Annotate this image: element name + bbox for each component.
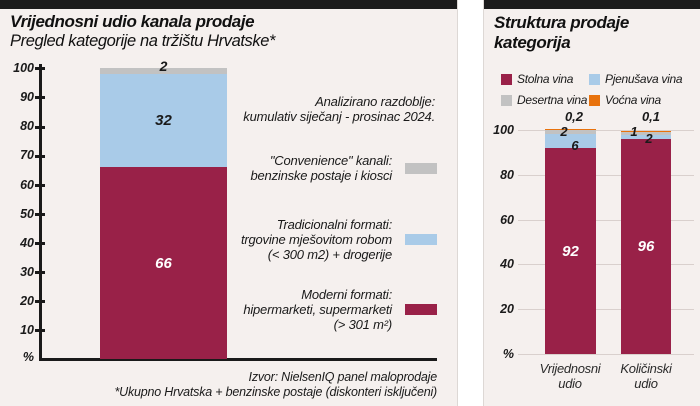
legend-item-desertna bbox=[501, 93, 587, 107]
annotation-modern bbox=[243, 287, 392, 332]
segment-value-stolna: 96 bbox=[637, 238, 655, 255]
category-label-volume-share bbox=[596, 361, 696, 391]
top-accent-bar bbox=[0, 0, 457, 9]
annotation-traditional-line1: Tradicionalni formati: bbox=[276, 217, 392, 232]
y-tick-mark bbox=[35, 329, 45, 332]
legend-label-stolna: Stolna vina bbox=[517, 72, 574, 86]
legend-item-pjenusava bbox=[589, 72, 682, 86]
annotation-convenience-line2: benzinske postaje i kiosci bbox=[250, 168, 392, 183]
segment-value-pjenusava: 2 bbox=[645, 131, 653, 146]
segment-value-desertna: 2 bbox=[560, 124, 568, 139]
y-tick-mark bbox=[35, 271, 45, 274]
legend-label-vocna: Voćna vina bbox=[605, 93, 661, 107]
y-tick-mark bbox=[35, 126, 45, 129]
legend-swatch-convenience bbox=[405, 163, 437, 174]
right-chart-title-line2: kategorija bbox=[494, 33, 571, 52]
segment-value-stolna: 92 bbox=[562, 243, 579, 260]
top-accent-bar bbox=[484, 0, 700, 9]
left-chart-title: Vrijednosni udio kanala prodaje bbox=[10, 12, 255, 31]
y-axis-percent-label: % bbox=[22, 350, 34, 364]
y-tick-label: 30 bbox=[20, 265, 34, 279]
annotation-traditional bbox=[241, 217, 392, 262]
y-tick-mark bbox=[35, 213, 45, 216]
y-axis-percent-label: % bbox=[502, 347, 514, 361]
legend-swatch-modern bbox=[405, 304, 437, 315]
legend-swatch-stolna bbox=[501, 74, 512, 85]
source-line1: Izvor: NielsenIQ panel maloprodaje bbox=[248, 370, 437, 384]
y-tick-mark bbox=[35, 300, 45, 303]
y-tick-label: 60 bbox=[500, 213, 514, 227]
y-tick-label: 10 bbox=[20, 323, 34, 337]
legend-swatch-vocna bbox=[589, 95, 600, 106]
y-tick-label: 100 bbox=[493, 123, 514, 137]
segment-value-convenience: 2 bbox=[159, 58, 168, 74]
right-chart-title-line1: Struktura prodaje bbox=[494, 13, 629, 32]
y-tick-label: 80 bbox=[20, 119, 34, 133]
y-tick-label: 40 bbox=[20, 236, 34, 250]
annotation-traditional-line2: trgovine mješovitom robom bbox=[240, 232, 392, 247]
stacked-bar-value-share bbox=[545, 129, 596, 354]
annotation-period-line1: Analizirano razdoblje: bbox=[315, 94, 435, 109]
y-tick-label: 50 bbox=[20, 207, 34, 221]
category-label-line2: udio bbox=[634, 376, 658, 391]
y-tick-label: 90 bbox=[20, 90, 34, 104]
segment-value-pjenusava: 6 bbox=[571, 138, 579, 153]
y-tick-label: 70 bbox=[20, 148, 34, 162]
legend-swatch-desertna bbox=[501, 95, 512, 106]
gridline-0-baseline bbox=[518, 354, 694, 355]
legend-label-pjenusava: Pjenušava vina bbox=[605, 72, 683, 86]
legend-item-vocna bbox=[589, 93, 661, 107]
y-tick-mark bbox=[35, 155, 45, 158]
annotation-traditional-line3: (< 300 m2) + drogerije bbox=[267, 247, 392, 262]
right-chart-panel bbox=[483, 0, 700, 406]
y-tick-label: 80 bbox=[500, 168, 514, 182]
legend-swatch-traditional bbox=[405, 234, 437, 245]
annotation-modern-line2: hipermarketi, supermarketi bbox=[243, 302, 392, 317]
source-line2: *Ukupno Hrvatska + benzinske postaje (diskonteri isključeni) bbox=[114, 385, 437, 399]
y-axis-line bbox=[39, 64, 42, 360]
annotation-convenience-line1: "Convenience" kanali: bbox=[269, 153, 392, 168]
segment-value-modern: 66 bbox=[155, 255, 172, 272]
legend-item-stolna bbox=[501, 72, 573, 86]
y-tick-mark bbox=[35, 67, 45, 70]
category-label-line1: Količinski bbox=[620, 361, 672, 376]
y-tick-label: 40 bbox=[500, 257, 514, 271]
category-label-line1: Vrijednosni bbox=[539, 361, 601, 376]
y-tick-label: 60 bbox=[20, 178, 34, 192]
source-note bbox=[114, 370, 437, 400]
segment-value-vocna: 0,1 bbox=[641, 109, 661, 124]
segment-value-desertna: 1 bbox=[630, 124, 638, 139]
annotation-modern-line1: Moderni formati: bbox=[301, 287, 392, 302]
category-label-line2: udio bbox=[558, 376, 582, 391]
y-tick-label: 20 bbox=[500, 302, 514, 316]
y-tick-mark bbox=[35, 242, 45, 245]
annotation-convenience bbox=[251, 153, 393, 183]
segment-value-traditional: 32 bbox=[155, 112, 172, 129]
y-tick-label: 20 bbox=[20, 294, 34, 308]
annotation-period-line2: kumulativ siječanj - prosinac 2024. bbox=[243, 109, 435, 124]
left-chart-subtitle: Pregled kategorije na tržištu Hrvatske* bbox=[10, 32, 276, 50]
annotation-period bbox=[243, 94, 435, 124]
y-tick-label: 100 bbox=[13, 61, 34, 75]
segment-value-vocna: 0,2 bbox=[564, 109, 584, 124]
annotation-modern-line3: (> 301 m²) bbox=[333, 317, 392, 332]
legend-label-desertna: Desertna vina bbox=[517, 93, 588, 107]
y-tick-mark bbox=[35, 184, 45, 187]
y-tick-mark bbox=[35, 96, 45, 99]
legend-swatch-pjenusava bbox=[589, 74, 600, 85]
x-axis-baseline bbox=[39, 358, 437, 361]
